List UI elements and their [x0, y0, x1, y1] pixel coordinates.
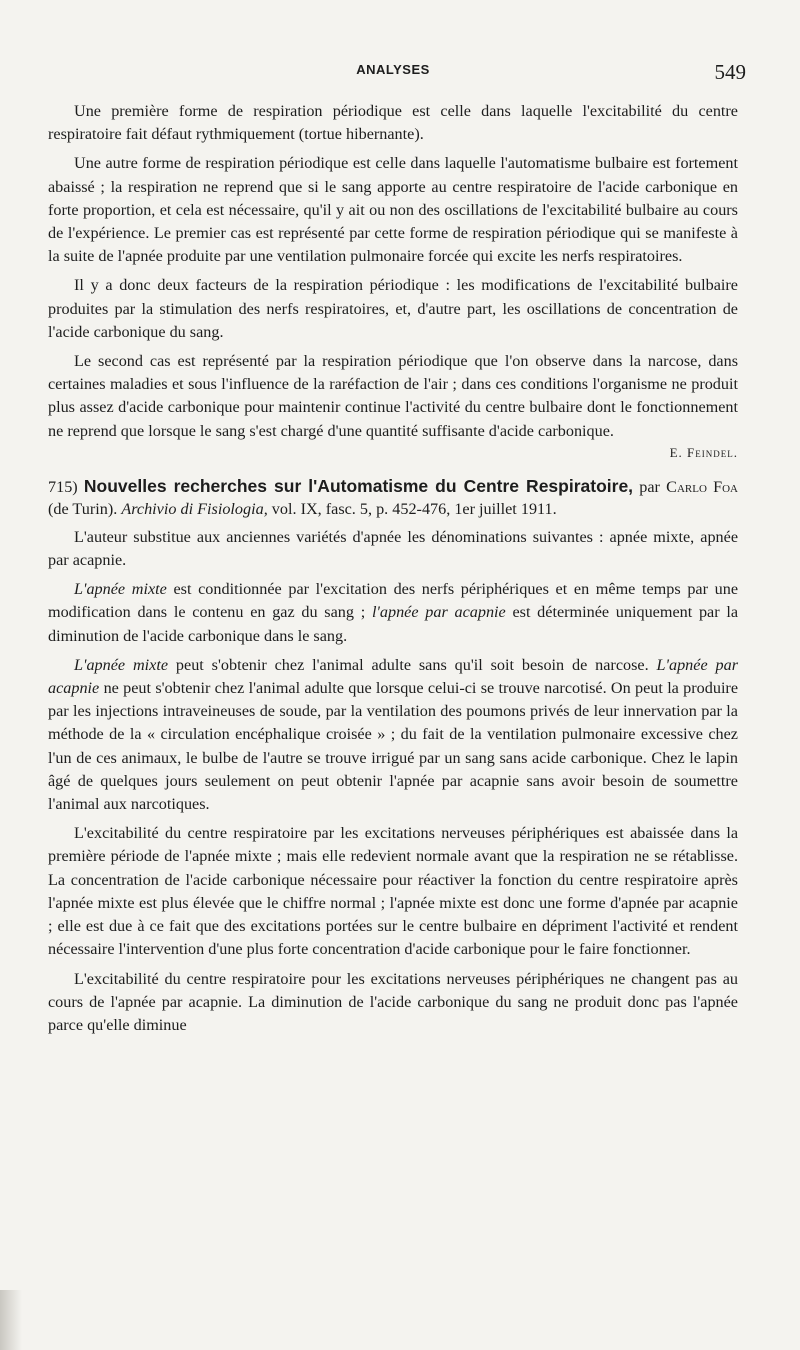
paragraph: Le second cas est représenté par la respiration périodique que l'on observe dans la narcose, dans certaines maladies et sous l'influence de la raréfaction de l'air ; dans ces conditions l'organisme ne produit plus assez d'acide carbonique pour maintenir continue l'activité du centre bulbaire dont le fonctionnement ne reprend que lorsque le sang s'est chargé d'une quantité suffisante d'acide carbonique.: [48, 352, 738, 440]
entry-heading: [48, 475, 738, 520]
page: [48, 60, 746, 1043]
paragraph: [48, 654, 738, 816]
term: L'apnée par acapnie: [48, 655, 738, 698]
entry-number: 715): [48, 477, 78, 496]
paragraph: Une autre forme de respiration périodique est celle dans laquelle l'automatisme bulbaire est fortement abaissé ; la respiration ne reprend que si le sang apporte au centre respiratoire de l'acide carbonique en forte proportion, et cela est nécessaire, qu'il y ait ou non des oscillations de l'excitabilité bulbaire au cours de l'expérience. Le premier cas est représenté par cette forme de respiration périodique qui se manifeste à la suite de l'apnée produite par une ventilation pulmonaire forcée qui excite les nerfs respiratoires.: [48, 154, 738, 266]
paragraph: L'auteur substitue aux anciennes variétés d'apnée les dénominations suivantes : apnée mixte, apnée par acapnie.: [48, 527, 738, 570]
term: L'apnée mixte: [74, 655, 169, 674]
paragraph-text: est conditionnée par l'excitation des nerfs périphériques et en même temps par une modification dans le contenu en gaz du sang ;: [48, 580, 739, 622]
entry-title: Nouvelles recherches sur l'Automatisme du Centre Respiratoire,: [83, 475, 634, 496]
page-number: 549: [714, 60, 746, 84]
scan-edge-shadow: [0, 1290, 22, 1350]
author-prefix: par: [639, 477, 660, 496]
paragraph: Une première forme de respiration périodique est celle dans laquelle l'excitabilité du centre respiratoire fait défaut rythmiquement (tortue hibernante).: [48, 102, 738, 144]
author-location: (de Turin).: [48, 499, 118, 518]
paragraph: [48, 578, 738, 648]
term: l'apnée par acapnie: [371, 603, 506, 622]
citation: vol. IX, fasc. 5, p. 452-476, 1er juillet 1911.: [271, 499, 557, 518]
author-name: Carlo Foa: [666, 477, 739, 496]
paragraph: Il y a donc deux facteurs de la respiration périodique : les modifications de l'excitabilité bulbaire produites par la stimulation des nerfs respiratoires, et, d'autre part, les oscillations de concentration de l'acide carbonique du sang.: [48, 276, 738, 341]
running-title: ANALYSES: [356, 62, 430, 77]
page-header: [48, 60, 746, 90]
journal-name: Archivio di Fisiologia,: [121, 499, 268, 518]
paragraph-text: peut s'obtenir chez l'animal adulte sans qu'il soit besoin de narcose.: [175, 655, 649, 674]
term: L'apnée mixte: [74, 580, 167, 599]
paragraph-text: ne peut s'obtenir chez l'animal adulte que lorsque celui-ci se trouve narcotisé. On peut la produire par les injections intraveineuses de soude, par la ventilation des poumons privés de leur innervation par la méthode de la « circulation encéphalique croisée » ; du fait de la ventilation pulmonaire excessive chez l'un de ces animaux, le bulbe de l'autre se trouve irrigué par un sang sans acide carbonique. Chez le lapin âgé de quelques jours seulement on peut obtenir l'apnée par acapnie sans avoir besoin de soumettre l'animal aux narcotiques.: [48, 679, 739, 814]
paragraph: L'excitabilité du centre respiratoire pour les excitations nerveuses périphériques ne changent pas au cours de l'apnée par acapnie. La diminution de l'acide carbonique du sang ne produit donc pas l'apnée parce qu'elle diminue: [48, 969, 738, 1034]
paragraph-text: est déterminée uniquement par la diminution de l'acide carbonique dans le sang.: [48, 603, 739, 645]
paragraph: L'excitabilité du centre respiratoire par les excitations nerveuses périphériques est abaissée dans la première période de l'apnée mixte ; mais elle redevient normale avant que la respiration ne se rétablisse. La concentration de l'acide carbonique nécessaire pour réactiver la fonction du centre respiratoire après l'apnée mixte est plus élevée que le chiffre normal ; l'apnée mixte est donc une forme d'apnée par acapnie ; elle est due à ce fait que des excitations portées sur le centre bulbaire en dépriment l'activité et rendent nécessaire l'intervention d'une plus forte concentration d'acide carbonique pour le faire fonctionner.: [48, 824, 738, 959]
signature: E. Feindel.: [669, 444, 738, 460]
